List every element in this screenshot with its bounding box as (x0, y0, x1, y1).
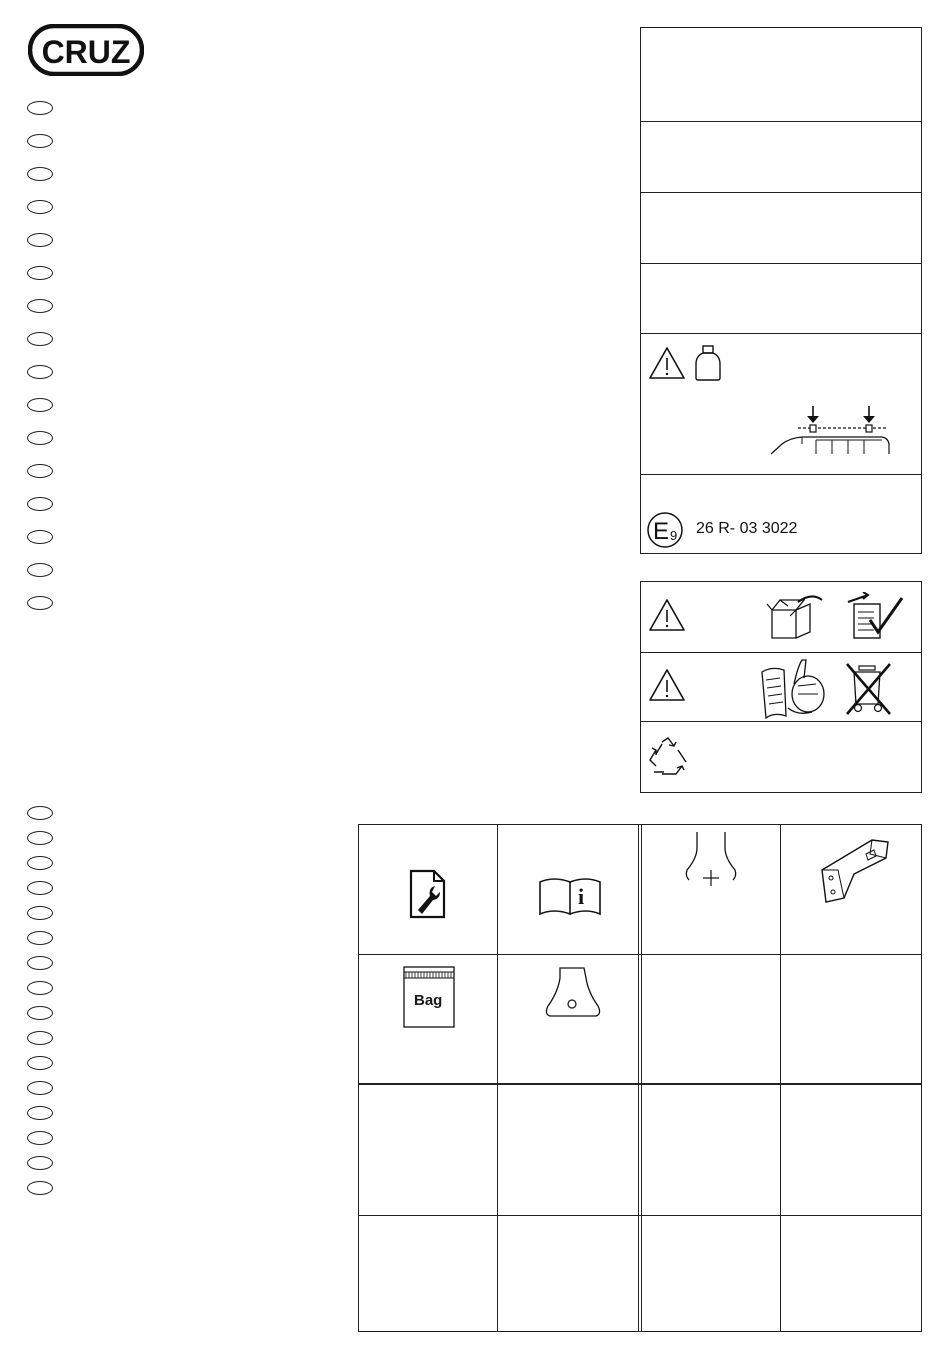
language-oval-icon (27, 1081, 53, 1095)
language-oval-icon (27, 101, 53, 115)
divider (641, 824, 642, 1332)
language-oval-icon (27, 806, 53, 820)
divider (640, 333, 922, 334)
info-book-icon (538, 874, 602, 916)
language-oval-icon (27, 464, 53, 478)
language-oval-icon (27, 1106, 53, 1120)
e-mark-icon (646, 511, 688, 549)
bag-label: Bag (414, 992, 443, 1009)
divider (358, 954, 922, 955)
language-oval-icon (27, 596, 53, 610)
foot-bracket-icon (814, 836, 894, 908)
language-oval-icon (27, 266, 53, 280)
box-icon (766, 594, 824, 642)
language-oval-icon (27, 1056, 53, 1070)
language-oval-icon (27, 200, 53, 214)
language-oval-icon (27, 906, 53, 920)
rubber-pad-icon (544, 966, 602, 1020)
divider (640, 192, 922, 193)
divider (358, 1083, 922, 1085)
language-oval-icon (27, 1131, 53, 1145)
language-oval-icon (27, 134, 53, 148)
language-oval-icon (27, 1006, 53, 1020)
checklist-icon (846, 592, 906, 642)
language-oval-icon (27, 856, 53, 870)
language-oval-icon (27, 956, 53, 970)
svg-text:9: 9 (670, 528, 678, 543)
language-oval-icon (27, 233, 53, 247)
divider (780, 824, 781, 1332)
language-oval-icon (27, 398, 53, 412)
svg-text:i: i (578, 884, 585, 909)
language-oval-icon (27, 431, 53, 445)
language-oval-icon (27, 299, 53, 313)
divider (638, 824, 639, 1332)
language-oval-icon (27, 881, 53, 895)
foot-pad-icon (683, 830, 739, 890)
divider (640, 121, 922, 122)
language-oval-icon (27, 365, 53, 379)
divider (640, 263, 922, 264)
language-oval-icon (27, 981, 53, 995)
divider (497, 824, 498, 1332)
language-oval-icon (27, 1156, 53, 1170)
svg-text:CRUZ: CRUZ (41, 34, 131, 70)
warning-triangle-icon (648, 598, 686, 632)
divider (640, 474, 922, 475)
language-oval-icon (27, 1181, 53, 1195)
instructions-icon (408, 868, 448, 920)
divider (358, 1215, 922, 1216)
language-oval-icon (27, 931, 53, 945)
cruz-logo (28, 24, 144, 76)
divider (640, 652, 922, 653)
language-oval-icon (27, 1031, 53, 1045)
svg-text:E: E (653, 518, 670, 545)
car-roof-load-icon (768, 404, 894, 458)
weight-icon (693, 344, 723, 382)
warning-triangle-icon (648, 668, 686, 702)
recycle-icon (646, 736, 690, 778)
language-oval-icon (27, 332, 53, 346)
language-oval-icon (27, 563, 53, 577)
language-oval-icon (27, 167, 53, 181)
language-oval-icon (27, 831, 53, 845)
language-oval-icon (27, 497, 53, 511)
approval-number: 26 R- 03 3022 (696, 520, 798, 537)
language-oval-icon (27, 530, 53, 544)
crossed-bin-icon (844, 660, 894, 716)
manual-icon (758, 656, 828, 722)
warning-triangle-icon (648, 346, 686, 380)
